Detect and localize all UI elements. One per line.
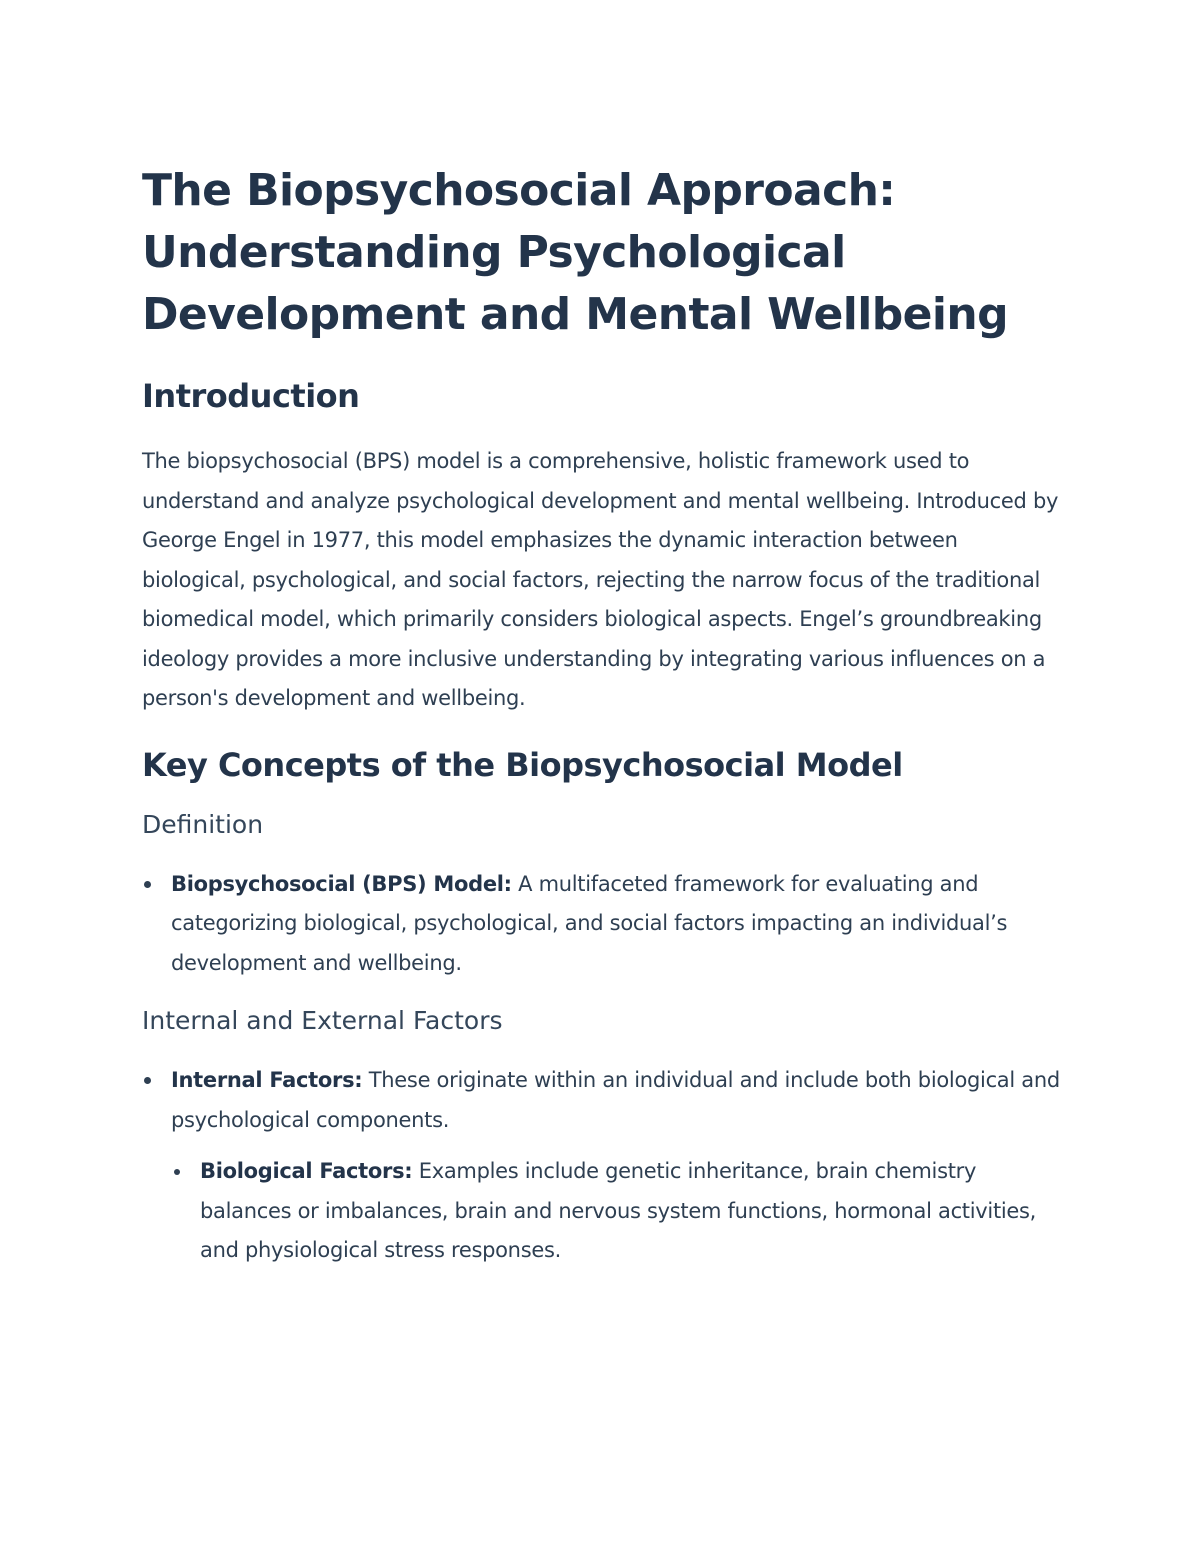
- list-item: [142, 1061, 1062, 1271]
- list-item-text: These originate within an individual and include both biological and psychological components.: [171, 1068, 1060, 1132]
- bullet-icon: [174, 1169, 180, 1175]
- key-concepts-heading: Key Concepts of the Biopsychosocial Model: [142, 745, 903, 784]
- bullet-icon: [144, 881, 151, 888]
- definition-heading: Definition: [142, 809, 264, 839]
- factors-list: [142, 1061, 1062, 1271]
- introduction-paragraph: The biopsychosocial (BPS) model is a comprehensive, holistic framework used to understand and analyze psychological development and mental wellbeing. Introduced by George Engel in 1977, this model emphasizes the dynamic interaction between biological, psychological, and social factors, rejecting the narrow focus of the traditional biomedical model, which primarily considers biological aspects. Engel’s groundbreaking ideology provides a more inclusive understanding by integrating various influences on a person's development and wellbeing.: [142, 449, 1059, 710]
- sub-list: [171, 1152, 1062, 1271]
- document-title: The Biopsychosocial Approach: Understanding Psychological Development and Mental Wellbeing: [142, 165, 1008, 340]
- introduction-heading: Introduction: [142, 377, 360, 415]
- sub-list-item: [171, 1152, 1062, 1271]
- bullet-icon: [144, 1077, 151, 1084]
- list-item-term: Biopsychosocial (BPS) Model:: [171, 871, 512, 896]
- list-item-text: A multifaceted framework for evaluating and categorizing biological, psychological, and social factors impacting an individual’s development and wellbeing.: [171, 871, 1008, 975]
- sub-list-item-text: Examples include genetic inheritance, brain chemistry balances or imbalances, brain and nervous system functions, hormonal activities, and physiological stress responses.: [200, 1159, 1037, 1262]
- list-item-term: Internal Factors:: [171, 1068, 363, 1092]
- list-item: [142, 865, 1062, 984]
- definition-list: [142, 865, 1062, 984]
- factors-heading: Internal and External Factors: [142, 1006, 503, 1035]
- document-page: [142, 160, 1062, 1271]
- sub-list-item-term: Biological Factors:: [200, 1159, 413, 1183]
